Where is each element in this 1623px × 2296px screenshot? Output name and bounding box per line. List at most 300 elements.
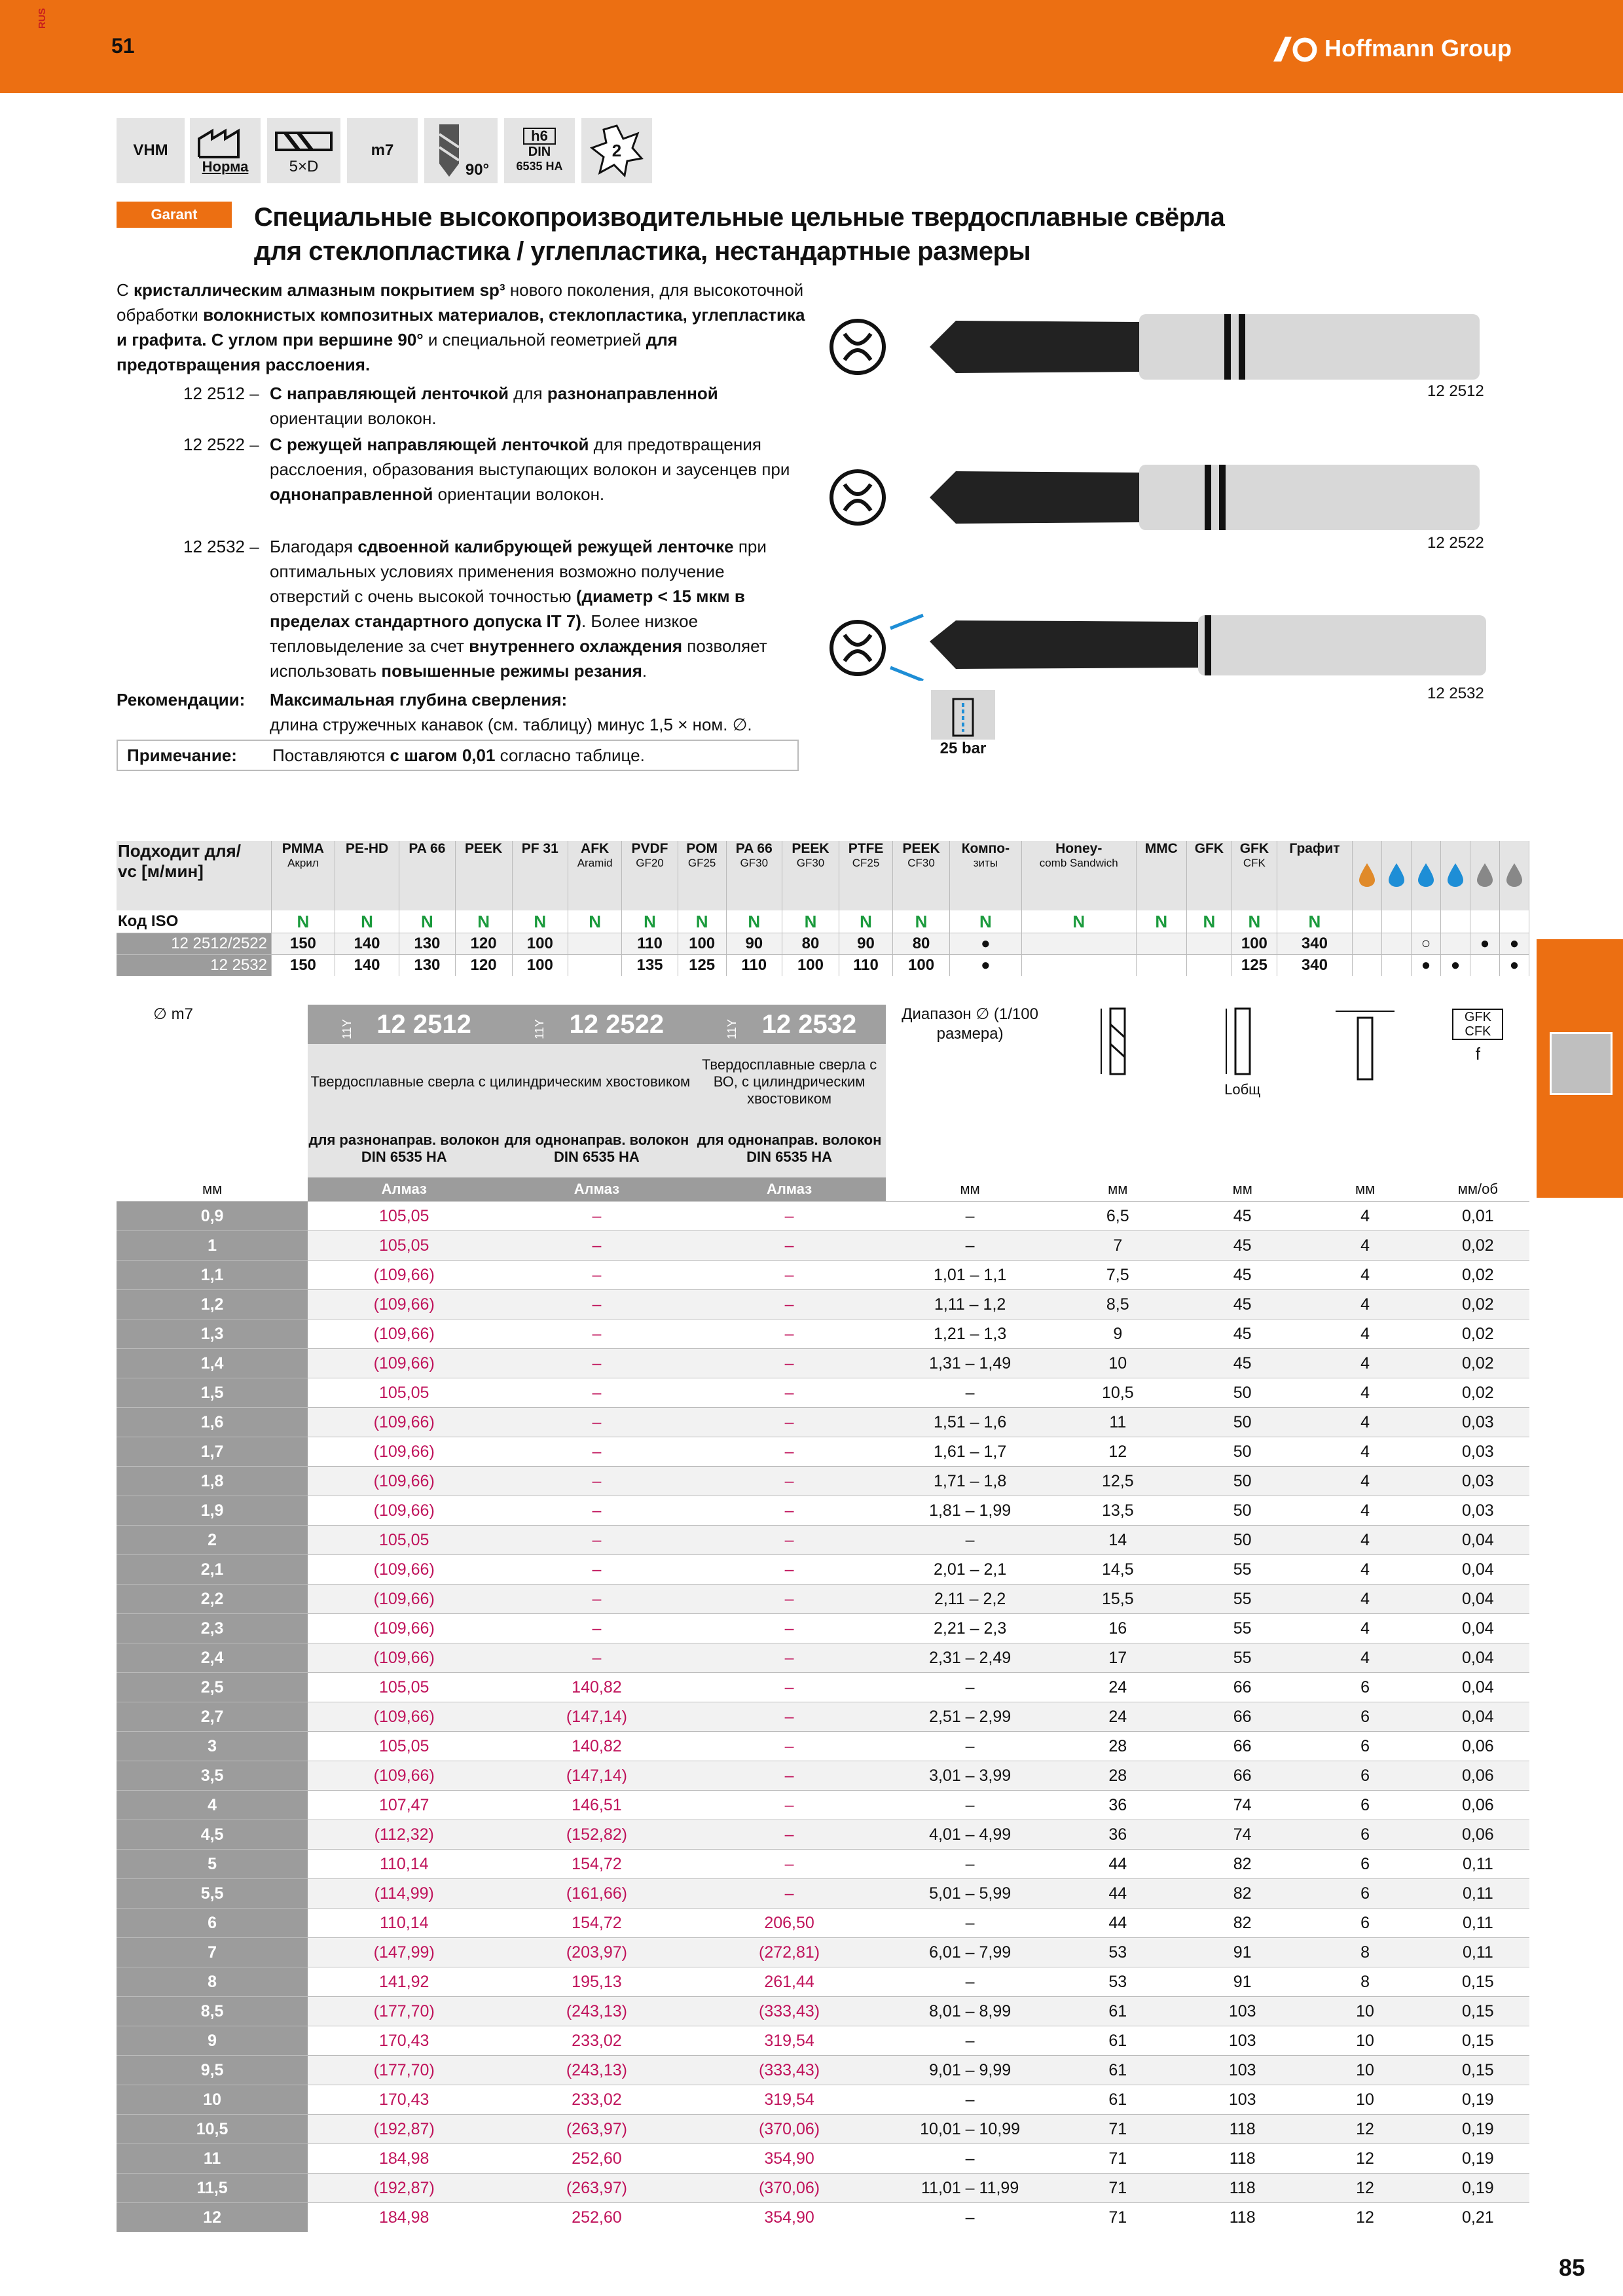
spec-cell: 24 (1055, 1673, 1181, 1702)
spec-cell: 10 (1304, 1997, 1426, 2026)
table-row (117, 1526, 1529, 1555)
spec-cell: 45 (1181, 1231, 1304, 1261)
vc-cell: 340 (1277, 933, 1352, 955)
vc-cell: 125 (1231, 955, 1277, 977)
table-row (117, 1349, 1529, 1378)
coolant-cell (1441, 933, 1470, 955)
angle-label: 90° (465, 161, 490, 179)
units-row (117, 1177, 1529, 1202)
material-icon (117, 118, 185, 183)
price-cell: (109,66) (308, 1761, 500, 1791)
spec-cell: 13,5 (1055, 1496, 1181, 1526)
vc-row-1 (117, 933, 1529, 955)
spec-cell: 0,11 (1427, 1938, 1529, 1967)
diameter-cell: 2 (117, 1526, 308, 1555)
spec-cell: 0,06 (1427, 1732, 1529, 1761)
vc-cell (1186, 955, 1231, 977)
table-row (117, 1408, 1529, 1437)
coolant-cell (1353, 955, 1382, 977)
blue-drop-icon (1382, 841, 1412, 910)
diameter-cell: 11 (117, 2144, 308, 2174)
iso-row (117, 910, 1529, 933)
vc-cell: 100 (1231, 933, 1277, 955)
norm-label: Норма (202, 158, 249, 175)
spec-cell: 7,5 (1055, 1261, 1181, 1290)
price-cell: 154,72 (500, 1850, 693, 1879)
price-cell: 170,43 (308, 2085, 500, 2115)
price-cell: (192,87) (308, 2174, 500, 2203)
shank-h6: h6 (523, 128, 556, 145)
price-cell: 105,05 (308, 1378, 500, 1408)
price-cell: (263,97) (500, 2174, 693, 2203)
price-cell: (112,32) (308, 1820, 500, 1850)
price-cell: (272,81) (693, 1938, 886, 1967)
price-cell: (109,66) (308, 1496, 500, 1526)
page-number: 85 (1558, 2254, 1585, 2281)
price-cell: – (693, 1231, 886, 1261)
spec-cell: 0,15 (1427, 1967, 1529, 1997)
iso-cell: N (726, 910, 782, 933)
length-icon (267, 118, 340, 183)
spec-cell: 28 (1055, 1732, 1181, 1761)
spec-cell: 2,51 – 2,99 (886, 1702, 1055, 1732)
price-cell: (109,66) (308, 1555, 500, 1585)
spec-cell: 45 (1181, 1290, 1304, 1319)
vc-cell: 130 (399, 933, 455, 955)
unit-cell: мм (960, 1181, 980, 1197)
spec-cell: – (886, 1378, 1055, 1408)
spec-cell: 0,15 (1427, 2056, 1529, 2085)
price-cell: 146,51 (500, 1791, 693, 1820)
diameter-cell: 1,8 (117, 1467, 308, 1496)
coolant-cell (1382, 933, 1412, 955)
price-cell: (109,66) (308, 1261, 500, 1290)
price-cell: 184,98 (308, 2203, 500, 2233)
material-col-header: PVDF GF20 (622, 841, 678, 910)
table-row (117, 2174, 1529, 2203)
spec-cell: 53 (1055, 1967, 1181, 1997)
table-row (117, 1261, 1529, 1290)
table-row (117, 1290, 1529, 1319)
language-tag: RUS (37, 8, 48, 29)
spec-cell: 66 (1181, 1673, 1304, 1702)
spec-cell: 103 (1181, 2085, 1304, 2115)
diameter-cell: 1,4 (117, 1349, 308, 1378)
spec-cell: 118 (1181, 2144, 1304, 2174)
spec-cell: 0,02 (1427, 1231, 1529, 1261)
table-row (117, 1909, 1529, 1938)
spec-cell: 8,5 (1055, 1290, 1181, 1319)
page-title: Специальные высокопроизводительные цельные твердосплавные свёрла для стеклопластика / углепластика, нестандартные размеры (254, 203, 1225, 266)
diameter-cell: 8 (117, 1967, 308, 1997)
spec-cell: 2,31 – 2,49 (886, 1643, 1055, 1673)
price-cell: – (693, 1643, 886, 1673)
spec-cell: – (886, 1732, 1055, 1761)
spec-cell: – (886, 2085, 1055, 2115)
price-cell: 319,54 (693, 2085, 886, 2115)
spec-cell: 2,01 – 2,1 (886, 1555, 1055, 1585)
spec-cell: 0,19 (1427, 2144, 1529, 2174)
spec-cell: – (886, 1967, 1055, 1997)
diameter-cell: 2,2 (117, 1585, 308, 1614)
material-label: VHM (133, 141, 168, 159)
spec-cell: 0,03 (1427, 1437, 1529, 1467)
spec-cell: 74 (1181, 1820, 1304, 1850)
coolant-icon (947, 696, 979, 740)
spec-cell: 9,01 – 9,99 (886, 2056, 1055, 2085)
table-row (117, 1585, 1529, 1614)
iso-cell: N (893, 910, 950, 933)
spec-cell: 10 (1304, 2026, 1426, 2056)
price-cell: (114,99) (308, 1879, 500, 1909)
price-cell: (109,66) (308, 1408, 500, 1437)
iso-cell: N (1186, 910, 1231, 933)
diameter-cell: 4,5 (117, 1820, 308, 1850)
price-cell: – (693, 1526, 886, 1555)
price-cell: – (693, 1467, 886, 1496)
iso-cell: N (839, 910, 892, 933)
spec-cell: 82 (1181, 1850, 1304, 1879)
spec-cell: 118 (1181, 2174, 1304, 2203)
iso-cell: N (1277, 910, 1352, 933)
product-rows (117, 1202, 1529, 2233)
sub-122512: для разнонаправ. волокон DIN 6535 HA (308, 1120, 500, 1177)
price-cell: – (500, 1467, 693, 1496)
coolant-cell: ● (1500, 933, 1529, 955)
price-cell: – (693, 1850, 886, 1879)
iso-cell: N (568, 910, 621, 933)
spec-cell: 0,19 (1427, 2174, 1529, 2203)
code-122532: 11Y 12 2532 (693, 1005, 886, 1044)
spec-cell: 50 (1181, 1526, 1304, 1555)
spec-cell: 2,11 – 2,2 (886, 1585, 1055, 1614)
note-label: Примечание: (127, 745, 237, 765)
shank-dia-header (1304, 1005, 1426, 1177)
vc-cell: 100 (512, 955, 568, 977)
spec-cell: 0,02 (1427, 1378, 1529, 1408)
spec-cell: 1,61 – 1,7 (886, 1437, 1055, 1467)
material-col-header: PEEK CF30 (893, 841, 950, 910)
angle-icon (424, 118, 498, 183)
spec-cell: 10,5 (1055, 1378, 1181, 1408)
price-cell: 195,13 (500, 1967, 693, 1997)
feed-header (1427, 1005, 1529, 1177)
price-cell: 261,44 (693, 1967, 886, 1997)
price-cell: 107,47 (308, 1791, 500, 1820)
item1-text: С направляющей ленточкой для разнонаправленной ориентации волокон. (270, 384, 718, 428)
iso-cell: N (512, 910, 568, 933)
table-row (117, 1761, 1529, 1791)
spec-cell: 0,03 (1427, 1467, 1529, 1496)
table-row (117, 2115, 1529, 2144)
item1-code: 12 2512 – (183, 384, 259, 403)
spec-cell: 10 (1304, 2085, 1426, 2115)
material-table (117, 841, 1529, 976)
norm-icon (190, 118, 261, 183)
spec-cell: 2,21 – 2,3 (886, 1614, 1055, 1643)
table-row (117, 1702, 1529, 1732)
spec-cell: 55 (1181, 1614, 1304, 1643)
spec-cell: 103 (1181, 2056, 1304, 2085)
material-col-header: POM GF25 (678, 841, 726, 910)
vc-cell: 150 (272, 955, 335, 977)
shank-din: DIN (528, 145, 551, 159)
spec-cell: 9 (1055, 1319, 1181, 1349)
desc-solid-carbide-coolant: Твердосплавные сверла с ВО, с цилиндрическим хвостовиком (693, 1044, 886, 1120)
diameter-cell: 1,9 (117, 1496, 308, 1526)
diameter-label: ∅ m7 (153, 1005, 193, 1023)
price-cell: – (693, 1673, 886, 1702)
iso-cell: N (1231, 910, 1277, 933)
spec-cell: 8,01 – 8,99 (886, 1997, 1055, 2026)
spec-cell: 4 (1304, 1202, 1426, 1231)
spec-cell: 0,02 (1427, 1290, 1529, 1319)
price-cell: – (693, 1761, 886, 1791)
table-row (117, 2085, 1529, 2115)
material-col-header: GFK CFK (1231, 841, 1277, 910)
spec-cell: 3,01 – 3,99 (886, 1761, 1055, 1791)
price-cell: 105,05 (308, 1732, 500, 1761)
length-label: 5×D (289, 158, 319, 175)
unit-cell: мм (202, 1181, 223, 1197)
spec-cell: – (886, 2203, 1055, 2233)
tolerance-label: m7 (371, 141, 394, 159)
iso-cell: N (782, 910, 839, 933)
diameter-cell: 5,5 (117, 1879, 308, 1909)
spec-cell: 4 (1304, 1261, 1426, 1290)
table-row (117, 1202, 1529, 1231)
material-col-header: PA 66 GF30 (726, 841, 782, 910)
diameter-cell: 2,1 (117, 1555, 308, 1585)
material-col-header: AFK Aramid (568, 841, 621, 910)
price-cell: (203,97) (500, 1938, 693, 1967)
spec-cell: 91 (1181, 1938, 1304, 1967)
coolant-cell: ○ (1412, 933, 1441, 955)
spec-cell: 6 (1304, 1702, 1426, 1732)
price-cell: – (500, 1349, 693, 1378)
spec-cell: 12,5 (1055, 1467, 1181, 1496)
spec-cell: 6 (1304, 1820, 1426, 1850)
spec-cell: 66 (1181, 1761, 1304, 1791)
spec-cell: 10 (1055, 1349, 1181, 1378)
spec-cell: 1,51 – 1,6 (886, 1408, 1055, 1437)
diameter-cell: 1,7 (117, 1437, 308, 1467)
price-cell: (161,66) (500, 1879, 693, 1909)
spec-cell: 55 (1181, 1555, 1304, 1585)
iso-cell: N (622, 910, 678, 933)
spec-cell: 0,19 (1427, 2115, 1529, 2144)
spec-cell: 82 (1181, 1909, 1304, 1938)
spec-cell: 36 (1055, 1791, 1181, 1820)
price-cell: – (500, 1408, 693, 1437)
diameter-cell: 11,5 (117, 2174, 308, 2203)
unit-cell: мм (1108, 1181, 1128, 1197)
drill-122532-image (831, 615, 1486, 681)
spec-cell: 14,5 (1055, 1555, 1181, 1585)
vc-cell (568, 955, 621, 977)
spec-cell: 4 (1304, 1585, 1426, 1614)
shank-icon (504, 118, 575, 183)
spec-cell: 118 (1181, 2203, 1304, 2233)
spec-cell: 103 (1181, 2026, 1304, 2056)
spec-cell: 0,03 (1427, 1408, 1529, 1437)
diameter-cell: 9 (117, 2026, 308, 2056)
gfk-label: GFK CFK (1452, 1009, 1503, 1040)
spec-cell: 0,04 (1427, 1702, 1529, 1732)
table-row (117, 1319, 1529, 1349)
iso-label: Код ISO (117, 910, 272, 933)
image-code-1: 12 2512 (1427, 382, 1484, 400)
vc-cell: 110 (726, 955, 782, 977)
spec-cell: 0,04 (1427, 1614, 1529, 1643)
price-cell: (192,87) (308, 2115, 500, 2144)
spec-cell: 0,21 (1427, 2203, 1529, 2233)
vc-cell (1021, 955, 1136, 977)
spec-cell: 12 (1304, 2203, 1426, 2233)
feed-label: f (1475, 1044, 1480, 1064)
spec-cell: 6 (1304, 1909, 1426, 1938)
price-cell: (243,13) (500, 1997, 693, 2026)
price-cell: – (500, 1614, 693, 1643)
vc-cell: 110 (622, 933, 678, 955)
spec-cell: 66 (1181, 1732, 1304, 1761)
material-table-label: Подходит для/ vc [м/мин] (117, 841, 272, 910)
table-row (117, 1791, 1529, 1820)
spec-cell: – (886, 1850, 1055, 1879)
spec-cell: 5,01 – 5,99 (886, 1879, 1055, 1909)
total-length-header (1181, 1005, 1304, 1177)
spec-cell: 0,19 (1427, 2085, 1529, 2115)
price-cell: – (500, 1585, 693, 1614)
code-122512: 11Y 12 2512 (308, 1005, 500, 1044)
vc-cell: 130 (399, 955, 455, 977)
total-length-icon (1220, 1005, 1266, 1077)
item2-text: С режущей направляющей ленточкой для предотвращения расслоения, образования выступающих волокон и заусенцев при однонаправленной ориентации волокон. (270, 435, 790, 504)
vc-cell (1136, 955, 1186, 977)
table-row (117, 1673, 1529, 1702)
unit-cell: Алмаз (308, 1177, 500, 1202)
vc-cell: 100 (512, 933, 568, 955)
spec-cell: 8 (1304, 1967, 1426, 1997)
table-row (117, 1614, 1529, 1643)
diameter-cell: 2,5 (117, 1673, 308, 1702)
diameter-cell: 5 (117, 1850, 308, 1879)
vc-cell: 110 (839, 955, 892, 977)
drill-122522-image (831, 465, 1480, 530)
price-cell: – (693, 1290, 886, 1319)
material-col-header: Графит (1277, 841, 1352, 910)
flute-length-header (1055, 1005, 1181, 1177)
spec-cell: 45 (1181, 1261, 1304, 1290)
price-cell: 105,05 (308, 1202, 500, 1231)
price-cell: (147,14) (500, 1761, 693, 1791)
spec-cell: 6 (1304, 1850, 1426, 1879)
shank-din-no: 6535 HA (516, 160, 563, 173)
price-cell: – (693, 1585, 886, 1614)
spec-cell: 12 (1304, 2144, 1426, 2174)
factory-icon (196, 126, 255, 158)
material-col-header: PA 66 (399, 841, 455, 910)
coolant-cell (1353, 933, 1382, 955)
hoffmann-logo (1272, 30, 1512, 67)
spec-cell: 0,03 (1427, 1496, 1529, 1526)
spec-cell: 0,06 (1427, 1791, 1529, 1820)
vc-cell (568, 933, 621, 955)
material-col-header: PF 31 (512, 841, 568, 910)
price-cell: – (500, 1555, 693, 1585)
flute-length-icon (1095, 1005, 1140, 1083)
price-cell: – (500, 1290, 693, 1319)
spec-cell: 0,02 (1427, 1349, 1529, 1378)
spec-cell: 12 (1304, 2174, 1426, 2203)
iso-cell: N (678, 910, 726, 933)
drill-tip-icon (433, 121, 465, 180)
table-row (117, 2203, 1529, 2233)
price-cell: – (500, 1526, 693, 1555)
vc-cell (1186, 933, 1231, 955)
table-row (117, 1555, 1529, 1585)
price-cell: (109,66) (308, 1349, 500, 1378)
material-col-header: PMMA Акрил (272, 841, 335, 910)
spec-cell: 14 (1055, 1526, 1181, 1555)
spec-cell: 4 (1304, 1437, 1426, 1467)
tolerance-icon (347, 118, 418, 183)
no-coolant-icon (1441, 841, 1470, 910)
diameter-cell: 10 (117, 2085, 308, 2115)
table-row (117, 1231, 1529, 1261)
spec-cell: 8 (1304, 1938, 1426, 1967)
spec-cell: 16 (1055, 1614, 1181, 1643)
spec-cell: 0,04 (1427, 1643, 1529, 1673)
table-row (117, 1850, 1529, 1879)
price-cell: (177,70) (308, 2056, 500, 2085)
spec-cell: 10 (1304, 2056, 1426, 2085)
spec-cell: – (886, 1673, 1055, 1702)
spec-cell: 1,21 – 1,3 (886, 1319, 1055, 1349)
price-cell: 105,05 (308, 1673, 500, 1702)
table-row (117, 1467, 1529, 1496)
spec-cell: 17 (1055, 1643, 1181, 1673)
spec-cell: 12 (1055, 1437, 1181, 1467)
price-cell: (333,43) (693, 1997, 886, 2026)
spec-cell: 36 (1055, 1820, 1181, 1850)
garant-label: Garant (151, 206, 198, 223)
flutes-label: 2 (611, 140, 622, 160)
price-cell: (333,43) (693, 2056, 886, 2085)
range-header: Диапазон ∅ (1/100 размера) (902, 1005, 1038, 1043)
spec-cell: 11,01 – 11,99 (886, 2174, 1055, 2203)
price-cell: 140,82 (500, 1673, 693, 1702)
hoffmann-logo-icon (1272, 34, 1318, 63)
diameter-cell: 2,3 (117, 1614, 308, 1643)
price-cell: (109,66) (308, 1643, 500, 1673)
spec-cell: 50 (1181, 1437, 1304, 1467)
price-cell: 140,82 (500, 1732, 693, 1761)
vc-cell: 100 (893, 955, 950, 977)
spec-cell: 4 (1304, 1526, 1426, 1555)
vc-cell: 150 (272, 933, 335, 955)
note-text: Поставляются с шагом 0,01 согласно таблице. (272, 745, 645, 765)
material-col-header: GFK (1186, 841, 1231, 910)
coolant-cell: ● (1470, 933, 1500, 955)
price-cell: (152,82) (500, 1820, 693, 1850)
chapter-number: 51 (111, 34, 135, 58)
spec-cell: – (886, 1231, 1055, 1261)
price-cell: 110,14 (308, 1909, 500, 1938)
price-cell: – (500, 1643, 693, 1673)
drill-section-icon (1550, 1032, 1613, 1095)
iso-cell: N (1136, 910, 1186, 933)
